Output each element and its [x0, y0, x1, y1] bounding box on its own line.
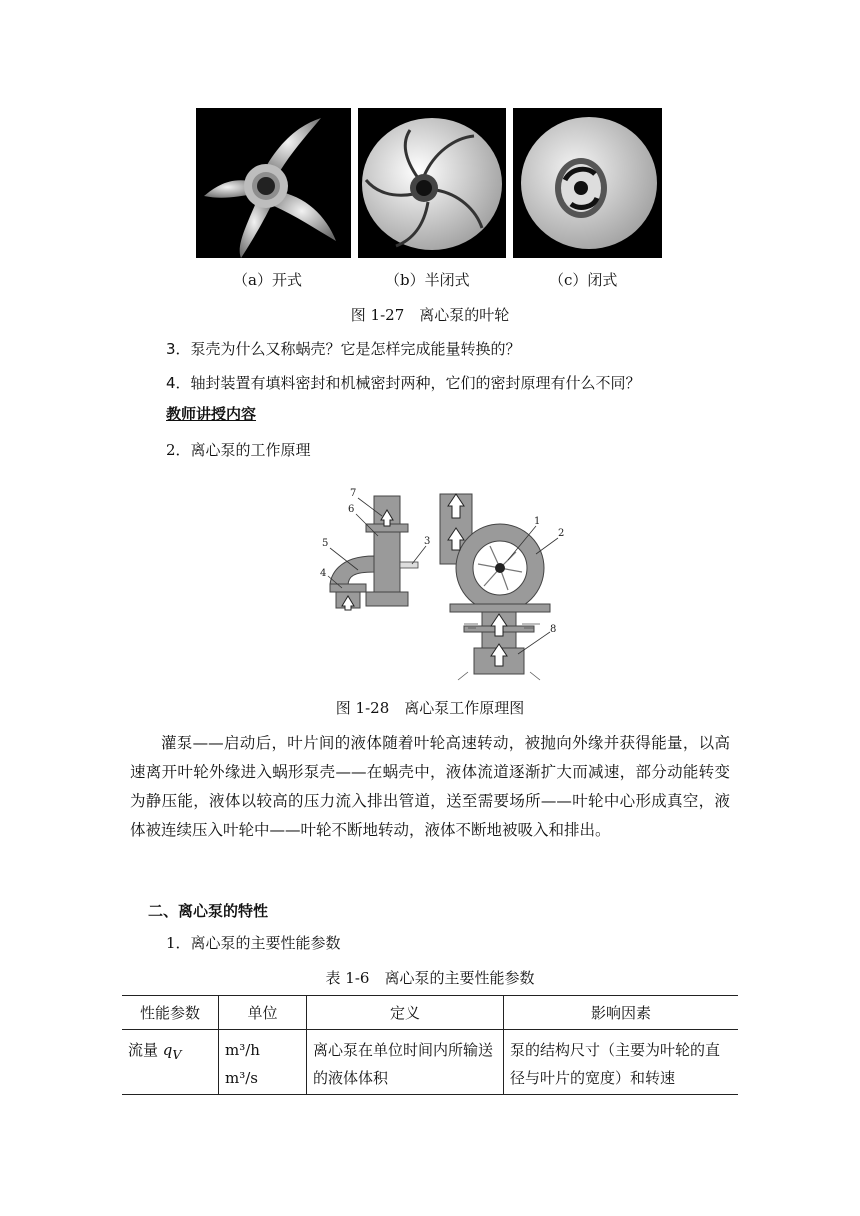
diagram-label-3: 3: [424, 536, 431, 547]
table-row: [122, 1030, 738, 1095]
table-caption: 表 1-6 离心泵的主要性能参数: [325, 969, 535, 987]
diagram-label-1: 1: [534, 516, 541, 527]
figure-27-sub-b: （b）半闭式: [385, 271, 470, 289]
principle-text: 灌泵——启动后，叶片间的液体随着叶轮高速转动，被抛向外缘并获得能量，以高速离开叶轮外缘进入蜗形泵壳——在蜗壳中，液体流道逐渐扩大而减速，部分动能转变为静压能，液体以较高的压力流入排出管道，送至需要场所——叶轮中心形成真空，液体被连续压入叶轮中——叶轮不断地转动，液体不断地被吸入和排出。: [130, 734, 730, 839]
diagram-label-8: 8: [550, 624, 557, 635]
figure-28-caption: 图 1-28 离心泵工作原理图: [335, 699, 525, 717]
performance-table: [122, 995, 738, 1095]
header-unit: 单位: [219, 996, 307, 1030]
pump-principle-diagram: [278, 476, 588, 686]
section-2-title: 2．离心泵的工作原理: [166, 441, 311, 459]
header-definition: 定义: [307, 996, 504, 1030]
diagram-label-2: 2: [558, 528, 565, 539]
header-param: 性能参数: [122, 996, 219, 1030]
subsection-title: 1．离心泵的主要性能参数: [166, 934, 341, 952]
cell-factors: 泵的结构尺寸（主要为叶轮的直径与叶片的宽度）和转速: [504, 1030, 739, 1095]
principle-paragraph: [130, 729, 730, 845]
diagram-label-7: 7: [350, 488, 357, 499]
figure-27-sub-a: （a）开式: [233, 271, 302, 289]
question-4: 4．轴封装置有填料密封和机械密封两种，它们的密封原理有什么不同？: [166, 374, 641, 392]
diagram-label-4: 4: [320, 568, 327, 579]
impeller-open-photo: [196, 108, 351, 258]
cell-definition: 离心泵在单位时间内所输送的液体体积: [307, 1030, 504, 1095]
impeller-closed-photo: [513, 108, 662, 258]
teacher-heading: 教师讲授内容: [166, 405, 257, 423]
header-factors: 影响因素: [504, 996, 739, 1030]
cell-param: 流量 $q_V$: [122, 1030, 219, 1095]
impeller-semi-closed-photo: [358, 108, 506, 258]
figure-27-sub-c: （c）闭式: [549, 271, 618, 289]
cell-unit: m³/h m³/s: [219, 1030, 307, 1095]
diagram-label-6: 6: [348, 504, 355, 515]
section-heading: 二、离心泵的特性: [148, 902, 269, 920]
diagram-label-5: 5: [322, 538, 329, 549]
figure-27-caption: 图 1-27 离心泵的叶轮: [350, 306, 510, 324]
question-3: 3．泵壳为什么又称蜗壳？它是怎样完成能量转换的？: [166, 340, 521, 358]
